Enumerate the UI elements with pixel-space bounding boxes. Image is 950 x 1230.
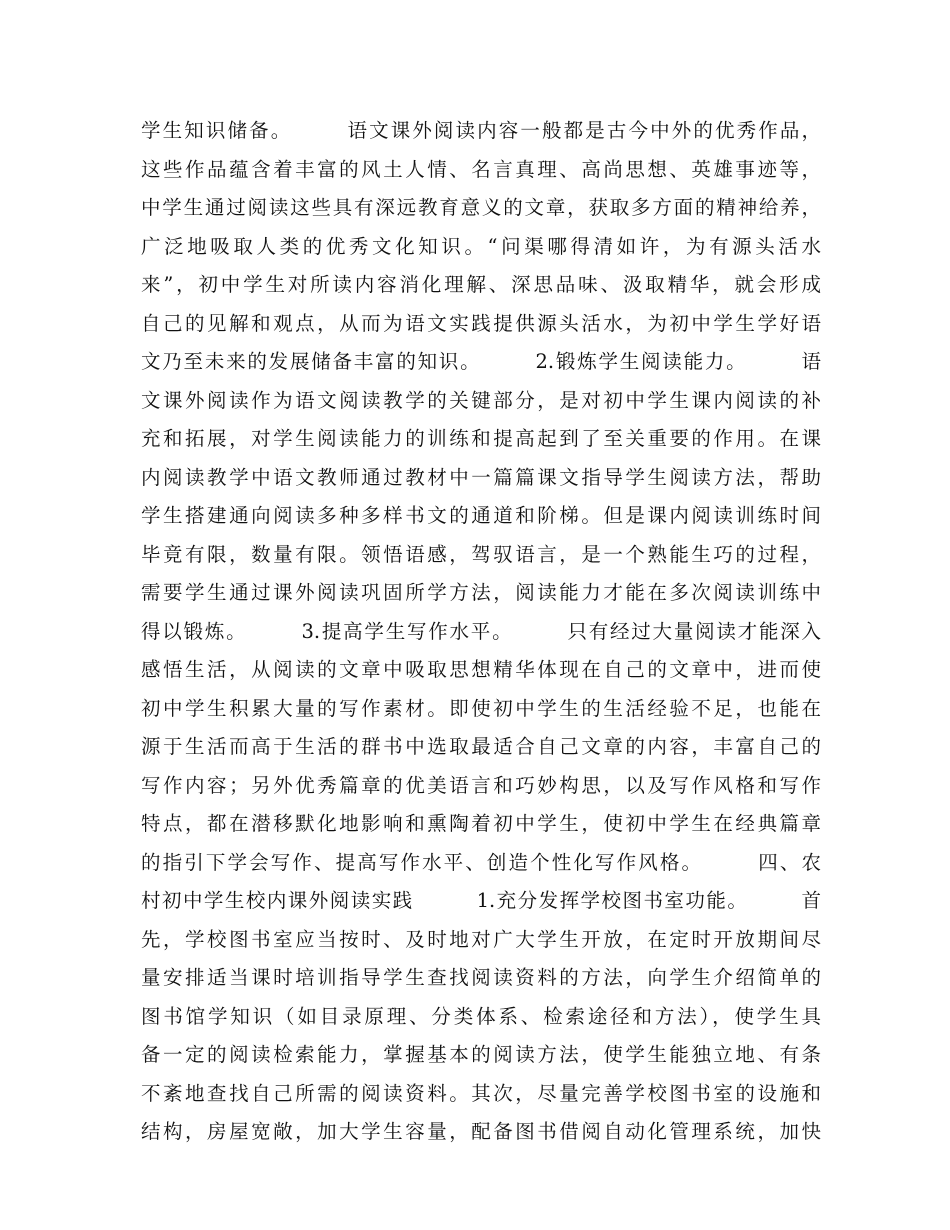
text-line: 感悟生活，从阅读的文章中吸取思想精华体现在自己的文章中，进而使 [141,658,821,681]
text-line: 村初中学生校内课外阅读实践 1.充分发挥学校图书室功能。 首 [141,889,821,912]
text-line: 需要学生通过课外阅读巩固所学方法，阅读能力才能在多次阅读训练中 [141,581,821,604]
text-line: 备一定的阅读检索能力，掌握基本的阅读方法，使学生能独立地、有条 [141,1043,821,1066]
text-line: 来”，初中学生对所读内容消化理解、深思品味、汲取精华，就会形成 [141,273,821,296]
text-line: 结构，房屋宽敞，加大学生容量，配备图书借阅自动化管理系统，加快 [141,1120,821,1143]
text-line: 中学生通过阅读这些具有深远教育意义的文章，获取多方面的精神给养， [141,196,821,219]
text-line: 特点，都在潜移默化地影响和熏陶着初中学生，使初中学生在经典篇章 [141,812,821,835]
text-line: 图书馆学知识（如目录原理、分类体系、检索途径和方法），使学生具 [141,1004,821,1028]
text-line: 充和拓展，对学生阅读能力的训练和提高起到了至关重要的作用。在课 [141,427,821,450]
text-line: 源于生活而高于生活的群书中选取最适合自己文章的内容，丰富自己的 [141,735,821,758]
text-line: 内阅读教学中语文教师通过教材中一篇篇课文指导学生阅读方法，帮助 [141,465,821,489]
text-line: 广泛地吸取人类的优秀文化知识。“问渠哪得清如许，为有源头活水 [141,234,821,258]
text-line: 得以锻炼。 3.提高学生写作水平。 只有经过大量阅读才能深入 [141,619,821,643]
text-line: 先，学校图书室应当按时、及时地对广大学生开放，在定时开放期间尽 [141,927,821,951]
text-line: 学生搭建通向阅读多种多样书文的通道和阶梯。但是课内阅读训练时间 [141,504,821,527]
text-line: 文课外阅读作为语文阅读教学的关键部分，是对初中学生课内阅读的补 [141,388,821,412]
body-text [141,112,821,1152]
text-line: 毕竟有限，数量有限。领悟语感，驾驭语言，是一个熟能生巧的过程， [141,542,821,566]
text-line: 初中学生积累大量的写作素材。即使初中学生的生活经验不足，也能在 [141,696,821,720]
text-line: 的指引下学会写作、提高写作水平、创造个性化写作风格。 四、农 [141,850,821,874]
text-line: 文乃至未来的发展储备丰富的知识。 2.锻炼学生阅读能力。 语 [141,350,821,373]
text-line: 不紊地查找自己所需的阅读资料。其次，尽量完善学校图书室的设施和 [141,1081,821,1105]
text-line: 写作内容；另外优秀篇章的优美语言和巧妙构思，以及写作风格和写作 [141,773,821,797]
text-line: 学生知识储备。 语文课外阅读内容一般都是古今中外的优秀作品， [141,119,821,142]
text-line: 自己的见解和观点，从而为语文实践提供源头活水，为初中学生学好语 [141,311,821,335]
text-line: 量安排适当课时培训指导学生查找阅读资料的方法，向学生介绍简单的 [141,966,821,989]
text-line: 这些作品蕴含着丰富的风土人情、名言真理、高尚思想、英雄事迹等， [141,157,821,181]
